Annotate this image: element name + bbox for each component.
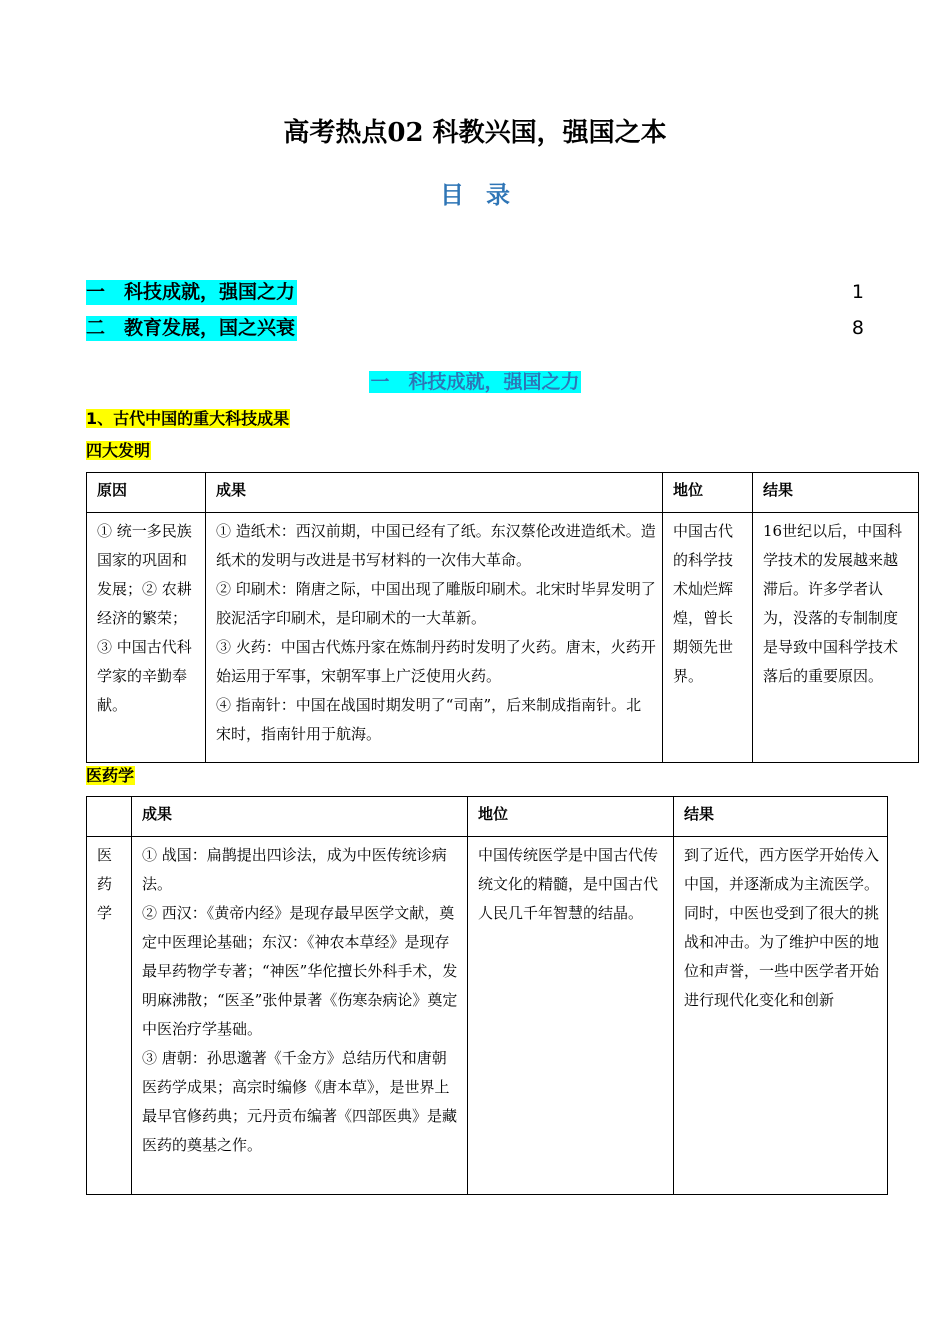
toc-item-page: 8 <box>851 317 864 339</box>
reason-cell: ① 统一多民族国家的巩固和发展；② 农耕经济的繁荣；③ 中国古代科学家的辛勤奉献。 <box>87 513 206 763</box>
toc-item-label: 二 教育发展，国之兴衰 <box>86 317 296 339</box>
header-cell-achievement: 成果 <box>206 473 663 513</box>
toc-item-label: 一 科技成就，强国之力 <box>86 281 296 303</box>
subheading <box>86 408 290 430</box>
inventions-label <box>86 440 151 462</box>
result-cell: 到了近代，西方医学开始传入中国，并逐渐成为主流医学。同时，中医也受到了很大的挑战和冲击。为了维护中医的地位和声誉，一些中医学者开始进行现代化变化和创新 <box>674 837 888 1195</box>
achievement-item: ② 西汉：《黄帝内经》是现存最早医学文献，奠定中医理论基础；东汉：《神农本草经》是现存最早药物学专著；“神医”华佗擅长外科手术，发明麻沸散；“医圣”张仲景著《伤寒杂病论》奠定中医治疗学基础。 <box>142 904 458 1038</box>
medicine-label-text: 医药学 <box>86 766 135 785</box>
table-header-row <box>87 473 919 513</box>
inventions-label-text: 四大发明 <box>86 441 151 460</box>
header-cell-result: 结果 <box>753 473 919 513</box>
medicine-table <box>86 796 888 1195</box>
subheading-text: 1、古代中国的重大科技成果 <box>86 409 290 428</box>
achievement-item: ② 印刷术：隋唐之际，中国出现了雕版印刷术。北宋时毕昇发明了胶泥活字印刷术，是印刷术的一大革新。 <box>216 580 656 627</box>
header-cell-status: 地位 <box>468 797 674 837</box>
achievement-item: ① 造纸术：西汉前期，中国已经有了纸。东汉蔡伦改进造纸术。造纸术的发明与改进是书写材料的一次伟大革命。 <box>216 522 656 569</box>
medicine-label <box>86 765 135 787</box>
header-cell-reason: 原因 <box>87 473 206 513</box>
table-header-row <box>87 797 888 837</box>
table-row <box>87 513 919 763</box>
achievement-item: ① 战国：扁鹊提出四诊法，成为中医传统诊病法。 <box>142 846 447 893</box>
document-title: 高考热点02 科教兴国，强国之本 <box>283 118 667 148</box>
section-heading-text: 一 科技成就，强国之力 <box>370 371 580 393</box>
header-cell-achievement: 成果 <box>132 797 468 837</box>
inventions-table <box>86 472 919 763</box>
achievement-cell <box>132 837 468 1195</box>
achievement-item: ③ 唐朝：孙思邈著《千金方》总结历代和唐朝医药学成果；高宗时编修《唐本草》，是世界上最早官修药典；元丹贡布编著《四部医典》是藏医药的奠基之作。 <box>142 1049 458 1154</box>
achievement-cell <box>206 513 663 763</box>
result-cell: 16世纪以后，中国科学技术的发展越来越滞后。许多学者认为，没落的专制制度是导致中国科学技术落后的重要原因。 <box>753 513 919 763</box>
row-label-cell: 医药学 <box>87 837 132 1195</box>
header-cell-status: 地位 <box>663 473 753 513</box>
toc-heading: 目录 <box>440 180 532 209</box>
header-cell-result: 结果 <box>674 797 888 837</box>
toc-item-page: 1 <box>851 281 864 303</box>
status-cell: 中国传统医学是中国古代传统文化的精髓，是中国古代人民几千年智慧的结晶。 <box>468 837 674 1195</box>
header-cell-empty <box>87 797 132 837</box>
toc-item-1[interactable] <box>86 280 864 306</box>
achievement-item: ③ 火药：中国古代炼丹家在炼制丹药时发明了火药。唐末，火药开始运用于军事，宋朝军事上广泛使用火药。 <box>216 638 656 685</box>
section-heading <box>0 369 950 395</box>
status-cell: 中国古代的科学技术灿烂辉煌，曾长期领先世界。 <box>663 513 753 763</box>
toc-item-2[interactable] <box>86 316 864 342</box>
achievement-item: ④ 指南针：中国在战国时期发明了“司南”，后来制成指南针。北宋时，指南针用于航海。 <box>216 696 642 743</box>
table-row <box>87 837 888 1195</box>
